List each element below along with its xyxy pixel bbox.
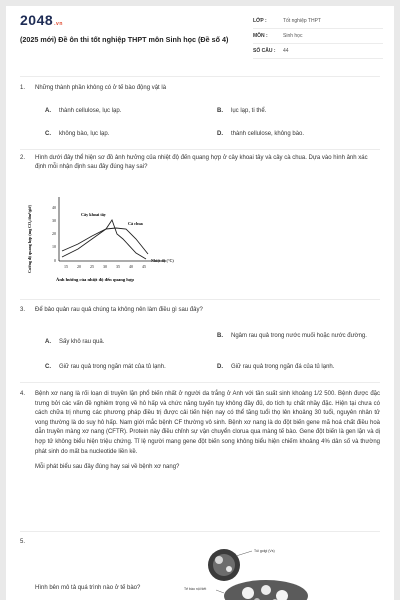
option-text: không bào, lục lạp. <box>59 131 110 138</box>
meta-key: LỚP : <box>253 18 267 24</box>
figure-caption: Ảnh hưởng của nhiệt độ đến quang hợp <box>56 277 134 282</box>
meta-value: Sinh học <box>283 33 303 39</box>
option-letter: D. <box>217 131 223 138</box>
question-3 <box>20 306 380 373</box>
divider <box>20 149 380 150</box>
option-d[interactable] <box>217 130 304 139</box>
option-letter: D. <box>217 364 223 371</box>
logo-suffix: .vn <box>54 21 63 27</box>
x-tick: 40 <box>129 264 133 269</box>
question-text: Để bảo quản rau quả chúng ta không nên làm điều gì sau đây? <box>35 307 203 313</box>
option-text: Giữ rau quả trong ngăn đá của tủ lạnh. <box>231 364 335 371</box>
page-header <box>6 6 394 68</box>
question-number: 4. <box>20 391 26 397</box>
divider <box>20 76 380 77</box>
x-tick: 15 <box>64 264 68 269</box>
logo-text: 2048 <box>20 12 54 28</box>
question-subprompt: Mỗi phát biểu sau đây đúng hay sai về bệnh xơ nang? <box>35 464 180 471</box>
option-b[interactable] <box>217 107 266 116</box>
options <box>35 315 380 373</box>
question-text: Bệnh xơ nang là rối loạn di truyền lặn phổ biến nhất ở người da trắng ở Anh với tần suất sinh khoảng 1/2 500. Bệnh được đặc trưng bởi các vấn đề nghiêm trọng về hô hấp và chức năng tuyến tụy không đầy đủ, do tích tụ chất nhầy đặc. Hiện tại chưa có cách chữa trị nhưng các phương pháp điều trị được cải tiến hiện nay có thể tăng tuổi thọ lên khoảng 30 tuổi, nguyên nhân tử vong thường là do suy hô hấp. Nam giới mắc bệnh CF thường vô sinh. Bệnh xơ nang là do đột biến gene mã hoá chất điều hoà dẫn truyền màng xơ nang (CFTR). Protein này điều chỉnh sự vận chuyển clorua qua màng tế bào. Gene đột biến là gen lặn và dị hợp tử không biểu hiện triệu chứng. Tỉ lệ người mang gene đột biến song không biểu hiện chiếm khoảng 4% dân số và thường phát sinh do mất ba nucleotide liền kề. <box>35 391 380 455</box>
divider <box>20 531 380 532</box>
question-text: Hình dưới đây thể hiện sơ đồ ảnh hưởng của nhiệt độ đến quang hợp ở cây khoai tây và cây cà chua. Dựa vào hình ảnh xác định mỗi nhận định sau đây đúng hay sai? <box>35 155 368 171</box>
option-d[interactable] <box>217 363 334 372</box>
option-text: thành cellulose, không bào. <box>231 131 305 138</box>
meta-value: Tốt nghiệp THPT <box>283 18 321 24</box>
figure-label: Tế bào nội tiết <box>184 587 207 591</box>
question-number: 1. <box>20 85 26 91</box>
question-1 <box>20 84 380 139</box>
figure-ylabel: Cường độ quang hợp (mg CO₂/dm²/giờ) <box>27 205 32 273</box>
option-letter: C. <box>45 131 51 138</box>
figure-label: Túi golgi (Vs) <box>254 549 275 553</box>
options <box>35 93 380 139</box>
meta-row-class <box>253 14 383 29</box>
option-a[interactable] <box>45 338 104 347</box>
figure-xlabel: Nhiệt độ (°C) <box>151 258 174 263</box>
y-tick: 0 <box>54 258 56 263</box>
divider <box>20 382 380 383</box>
option-text: Giữ rau quả trong ngăn mát của tủ lạnh. <box>59 364 166 371</box>
question-text: Những thành phần không có ở tế bào động vật là <box>35 85 167 91</box>
question-number: 5. <box>20 539 26 545</box>
meta-value: 44 <box>283 48 289 54</box>
option-letter: A. <box>45 108 51 115</box>
option-c[interactable] <box>45 363 166 372</box>
series-label-tomato: Cà chua <box>128 221 143 226</box>
meta-row-count <box>253 44 383 59</box>
question-2 <box>20 154 380 173</box>
meta-key: SỐ CÂU : <box>253 48 276 54</box>
option-text: Sấy khô rau quả. <box>59 339 105 346</box>
option-letter: B. <box>217 108 223 115</box>
meta-key: MÔN : <box>253 33 268 39</box>
x-tick: 45 <box>142 264 146 269</box>
site-logo[interactable] <box>20 12 63 28</box>
y-tick: 30 <box>52 218 56 223</box>
series-label-potato: Cây khoai tây <box>81 212 106 217</box>
option-text: lục lạp, ti thể. <box>231 108 267 115</box>
exam-meta-table <box>253 14 383 59</box>
y-tick: 20 <box>52 231 56 236</box>
question-4 <box>20 390 380 473</box>
option-c[interactable] <box>45 130 109 139</box>
cell-process-figure <box>182 538 332 600</box>
exam-page <box>6 6 394 600</box>
option-letter: C. <box>45 364 51 371</box>
y-tick: 10 <box>52 244 56 249</box>
option-a[interactable] <box>45 107 121 116</box>
option-text: thành cellulose, lục lạp. <box>59 108 122 115</box>
option-letter: B. <box>217 333 223 340</box>
exam-title: (2025 mới) Đề ôn thi tốt nghiệp THPT môn Sinh học (Đề số 4) <box>20 35 229 44</box>
temperature-photosynthesis-figure <box>26 189 201 291</box>
x-tick: 30 <box>103 264 107 269</box>
x-tick: 25 <box>90 264 94 269</box>
meta-row-subject <box>253 29 383 44</box>
question-number: 2. <box>20 155 26 161</box>
option-letter: A. <box>45 339 51 346</box>
question-text: Hình bên mô tả quá trình nào ở tế bào? <box>35 585 141 591</box>
x-tick: 20 <box>77 264 81 269</box>
divider <box>20 299 380 300</box>
y-tick: 40 <box>52 205 56 210</box>
x-tick: 35 <box>116 264 120 269</box>
option-b[interactable] <box>217 332 377 341</box>
question-number: 3. <box>20 307 26 313</box>
option-text: Ngâm rau quả trong nước muối hoặc nước đường. <box>231 333 367 340</box>
